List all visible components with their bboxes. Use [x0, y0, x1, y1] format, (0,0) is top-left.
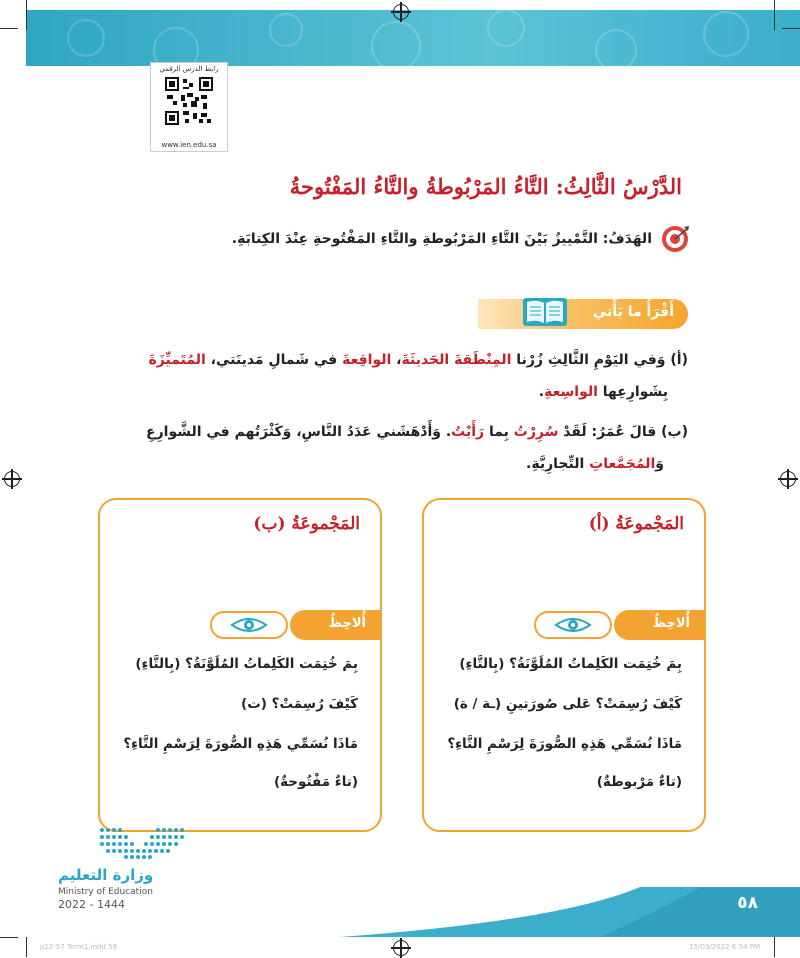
crop-mark — [774, 937, 775, 957]
notice-header — [524, 610, 704, 640]
question-line: بِمَ خُتِمَت الكَلِماتُ المُلَوَّنَةُ؟ (بِالتَّاءِ) — [135, 656, 358, 672]
print-timestamp: 15/03/2022 6:54 PM — [689, 943, 760, 951]
answer-line: (تاءٌ مَرْبوطةٌ) — [596, 774, 682, 790]
paragraph-a-marker: (أ) — [670, 352, 688, 368]
read-section-header — [488, 295, 688, 331]
highlight-word: سُرِرْتُ — [513, 424, 559, 440]
ministry-name-english: Ministry of Education — [58, 887, 153, 897]
lesson-goal — [232, 224, 690, 254]
paragraph-b-text: . وَأَدْهَشَني عَدَدُ النَّاسِ، وَكَثْرَتُهم في الشَّوارِعِ — [146, 424, 452, 440]
crop-mark — [0, 937, 18, 938]
question-line: كَيْفَ رُسِمَتْ؟ (ت) — [241, 696, 358, 712]
highlight-word: الواقِعةَ — [342, 352, 392, 368]
paragraph-a-line-1 — [149, 352, 688, 368]
paragraph-b-text: قالَ عُمَرُ: لَقَدْ — [558, 424, 657, 440]
paragraph-a-text: ، — [391, 352, 402, 368]
crop-mark — [26, 937, 27, 957]
paragraph-a-text: بِشَوارِعِها — [597, 384, 668, 400]
goal-text: الهَدَفُ: التَّمْييزُ بَيْنَ التَّاءِ المَرْبُوطةِ والتَّاءِ المَفْتُوحةِ عِنْدَ الكِتابَةِ. — [231, 231, 652, 247]
page-number: ٥٨ — [737, 893, 758, 913]
paragraph-b-text: وَ — [655, 456, 664, 472]
banner-pattern — [26, 10, 800, 66]
highlight-word: المِنْطَقةَ الحَديثَةَ — [401, 352, 512, 368]
crop-mark — [26, 0, 27, 30]
question-line: مَاذَا نُسَمِّي هَذِهِ الصُّورَةَ لِرَسْمِ التَّاءِ؟ — [447, 736, 682, 752]
answer-line: (تاءٌ مَفْتُوحةٌ) — [273, 774, 358, 790]
group-b-title: المَجْموعَةُ (ب) — [253, 514, 360, 534]
registration-mark-icon — [4, 471, 20, 487]
ministry-logo-icon — [98, 826, 188, 860]
highlight-word: المُجَمَّعاتِ — [589, 456, 656, 472]
registration-mark-icon — [780, 471, 796, 487]
highlight-word: الواسِعةِ — [544, 384, 598, 400]
footer-bar — [0, 881, 800, 937]
crop-mark — [0, 28, 18, 29]
paragraph-b-text: التِّجارِيَّةِ. — [526, 456, 590, 472]
paragraph-a-line-2 — [539, 384, 668, 400]
eye-icon — [534, 611, 612, 639]
book-icon — [522, 295, 568, 329]
highlight-word: رَأَيْتُ — [451, 424, 485, 440]
qr-code-icon — [165, 77, 213, 125]
registration-mark-icon — [393, 4, 409, 20]
qr-url[interactable]: www.ien.edu.sa — [161, 141, 217, 149]
highlight-word: المُتَميِّزَةَ — [148, 352, 206, 368]
question-line: بِمَ خُتِمَت الكَلِماتُ المُلَوَّنَةُ؟ (بِالتَّاءِ) — [459, 656, 682, 672]
paragraph-b-marker: (ب) — [661, 424, 688, 440]
qr-code-card[interactable] — [150, 62, 228, 152]
qr-title: رابط الدرس الرقمي — [159, 65, 219, 73]
notice-label: أُلاحِظُ — [328, 616, 366, 631]
paragraph-b-text: بِما — [484, 424, 514, 440]
group-b-card — [98, 498, 382, 832]
paragraph-a-text: وَفي اليَوْمِ الثَّالِثِ زُرْنا — [511, 352, 666, 368]
group-a-card — [422, 498, 706, 832]
group-a-title: المَجْموعَةُ (أ) — [588, 514, 684, 534]
question-line: مَاذَا نُسَمِّي هَذِهِ الصُّورَةَ لِرَسْمِ التَّاءِ؟ — [123, 736, 358, 752]
crop-mark — [774, 0, 775, 30]
registration-mark-icon — [393, 940, 409, 956]
question-line: كَيْفَ رُسِمَتْ؟ عَلى صُورَتينِ (ـة / ة) — [453, 696, 682, 712]
print-slug: p12-57 Term1.indd 58 — [40, 943, 118, 951]
paragraph-b-line-1 — [146, 424, 688, 440]
eye-icon — [210, 611, 288, 639]
ministry-name-arabic: وزارة التعليم — [58, 866, 154, 884]
read-section-label: أَقْرَأُ ما يَأْتي — [592, 304, 674, 320]
lesson-title: الدَّرْسُ الثَّالِثُ: التَّاءُ المَرْبُوطةُ والتَّاءُ المَفْتُوحةُ — [289, 174, 682, 199]
notice-label: أُلاحِظُ — [652, 616, 690, 631]
edition-year: 2022 - 1444 — [58, 898, 125, 911]
target-icon — [660, 224, 690, 254]
notice-header — [200, 610, 380, 640]
paragraph-a-text: في شَمالِ مَدينَتي، — [205, 352, 343, 368]
paragraph-b-line-2 — [526, 456, 664, 472]
paragraph-a-text: . — [538, 384, 545, 400]
crop-mark — [782, 28, 800, 29]
